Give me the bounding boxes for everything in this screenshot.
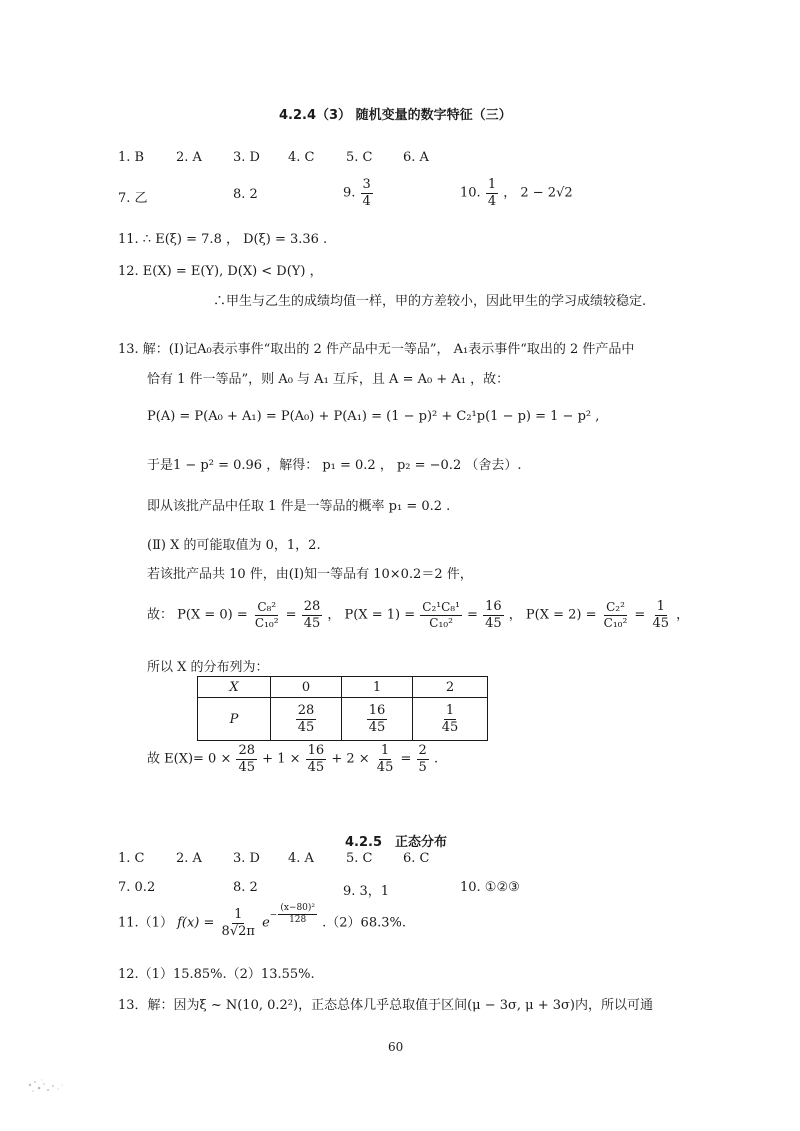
answer-10 xyxy=(460,178,573,208)
answer-8: 8. 2 xyxy=(233,187,258,202)
answer-10-extra: ， 2 − 2√2 xyxy=(503,185,573,201)
fraction: $\frac{16}{45}$ xyxy=(485,599,502,631)
answer-item: 3. D xyxy=(233,851,260,866)
answer-item: 4. C xyxy=(288,150,315,165)
fraction: $\frac{28}{45}$ xyxy=(303,599,321,631)
fraction: $\frac{\text{C₈²}}{\text{C₁₀²}}$ xyxy=(254,600,279,630)
answer-11: 11. ∴ E(ξ) = 7.8 ， D(ξ) = 3.36 . xyxy=(118,232,328,247)
fraction: $\frac{1}{45}$ xyxy=(376,743,394,775)
fraction: $\frac{1}{8√2\pi}$ xyxy=(221,907,255,939)
expectation-line: 故 E(X)= 0 × $\frac{28}{45}$ + 1 × $\frac{16}{45}$ + 2 × $\frac{1}{45}$ = $\frac{2}{5}$ . xyxy=(147,743,439,775)
answer-425-12: 12.（1）15.85%.（2）13.55%. xyxy=(118,967,315,982)
answer-425-8: 8. 2 xyxy=(233,880,258,895)
probability-line: 故： P(X = 0) = $\frac{\text{C₈²}}{\text{C₁₀²}}$ = $\frac{28}{45}$ ， P(X = 1) = $\frac{\text{C₂¹C₈¹}}{\text{C₁₀²}}$ = $\frac{16}{45}$ ， P(X = 2) = $\frac{\text{C₂²}}{\text{C₁₀²}}$ = $\frac{1}{45}$ ， xyxy=(147,599,690,631)
prob-lhs: P(X = 1) = xyxy=(344,607,416,623)
answer-item: 2. A xyxy=(176,851,202,866)
answer-item: 1. B xyxy=(118,150,145,165)
table-cell xyxy=(271,698,342,741)
page-number: 60 xyxy=(388,1040,404,1054)
scan-smudge xyxy=(24,1075,76,1097)
answer-13-line7: 若该批产品共 10 件，由(Ⅰ)知一等品有 10×0.2＝2 件， xyxy=(147,567,473,582)
answer-13-line4: 于是1 − p² = 0.96 ，解得： p₁ = 0.2 ， p₂ = −0.2 （舍去）. xyxy=(147,458,522,473)
answer-item: 4. A xyxy=(288,851,314,866)
prob-lhs: P(X = 2) = xyxy=(525,607,597,623)
answer-9-label: 9. xyxy=(343,185,356,201)
answer-item: 3. D xyxy=(233,150,260,165)
answer-425-11: 11.（1） f(x) = $\frac{1}{8√2\pi}$ e− $\frac{\text{(x−80)²}}{128}$ .（2）68.3%. xyxy=(118,903,406,939)
table-cell xyxy=(413,698,488,741)
table-cell: 0 xyxy=(271,677,342,698)
fraction: $\frac{28}{45}$ xyxy=(297,702,315,735)
answer-9 xyxy=(343,178,374,208)
answer-13-line2: 恰有 1 件一等品”，则 A₀ 与 A₁ 互斥，且 A = A₀ + A₁ ，故： xyxy=(147,372,510,387)
fraction: $\frac{16}{45}$ xyxy=(368,702,386,735)
answer-7: 7. 乙 xyxy=(118,191,148,206)
section-title-425: 4.2.5 正态分布 xyxy=(345,835,448,850)
table-row xyxy=(198,677,488,698)
answer-13-line5: 即从该批产品中任取 1 件是一等品的概率 p₁ = 0.2 . xyxy=(147,499,451,514)
fraction: $\frac{1}{45}$ xyxy=(652,599,670,631)
answer-item: 5. C xyxy=(346,851,373,866)
prob-prefix: 故： xyxy=(147,607,174,623)
fraction: $\frac{16}{45}$ xyxy=(307,743,325,775)
answer-425-10: 10. ①②③ xyxy=(460,880,520,895)
distribution-intro: 所以 X 的分布列为： xyxy=(147,660,269,675)
answer-13-line6: (Ⅱ) X 的可能取值为 0，1，2. xyxy=(147,538,321,553)
fraction: $\frac{1}{45}$ xyxy=(441,702,459,735)
answer-425-7: 7. 0.2 xyxy=(118,880,156,895)
fraction: $\frac{\text{C₂¹C₈¹}}{\text{C₁₀²}}$ xyxy=(422,600,460,630)
answer-10-label: 10. xyxy=(460,185,481,201)
table-cell: X xyxy=(198,677,271,698)
answer-item: 6. C xyxy=(403,851,430,866)
answer-425-13: 13．解：因为ξ ~ N(10, 0.2²)，正态总体几乎总取值于区间(μ − 3σ, μ + 3σ)内，所以可通 xyxy=(118,998,653,1013)
table-cell: 2 xyxy=(413,677,488,698)
fraction: $\frac{2}{5}$ xyxy=(418,743,427,775)
table-cell: P xyxy=(198,698,271,741)
answer-12-line2: ∴甲生与乙生的成绩均值一样，甲的方差较小，因此甲生的学习成绩较稳定. xyxy=(213,294,647,309)
fraction: $\frac{1}{4}$ xyxy=(487,177,497,209)
answer-item: 1. C xyxy=(118,851,145,866)
answer-13-line1: 13. 解：(Ⅰ)记A₀表示事件“取出的 2 件产品中无一等品”， A₁表示事件“取出的 2 件产品中 xyxy=(118,342,635,357)
answer-12-line1: 12. E(X) = E(Y), D(X) < D(Y) ， xyxy=(118,264,323,279)
table-row xyxy=(198,698,488,741)
table-cell: 1 xyxy=(342,677,413,698)
table-cell xyxy=(342,698,413,741)
distribution-table xyxy=(197,676,488,741)
answer-item: 5. C xyxy=(346,150,373,165)
prob-lhs: P(X = 0) = xyxy=(177,607,248,623)
answer-425-9: 9. 3，1 xyxy=(343,884,390,899)
fraction: $\frac{3}{4}$ xyxy=(362,177,371,209)
fraction: $\frac{28}{45}$ xyxy=(238,743,256,775)
answer-item: 2. A xyxy=(176,150,202,165)
fraction: $\frac{\text{C₂²}}{\text{C₁₀²}}$ xyxy=(603,600,628,630)
answer-item: 6. A xyxy=(403,150,429,165)
section-title-423: 4.2.4（3） 随机变量的数字特征（三） xyxy=(279,108,512,123)
answer-13-line3: P(A) = P(A₀ + A₁) = P(A₀) + P(A₁) = (1 − p)² + C₂¹p(1 − p) = 1 − p² , xyxy=(147,409,600,424)
